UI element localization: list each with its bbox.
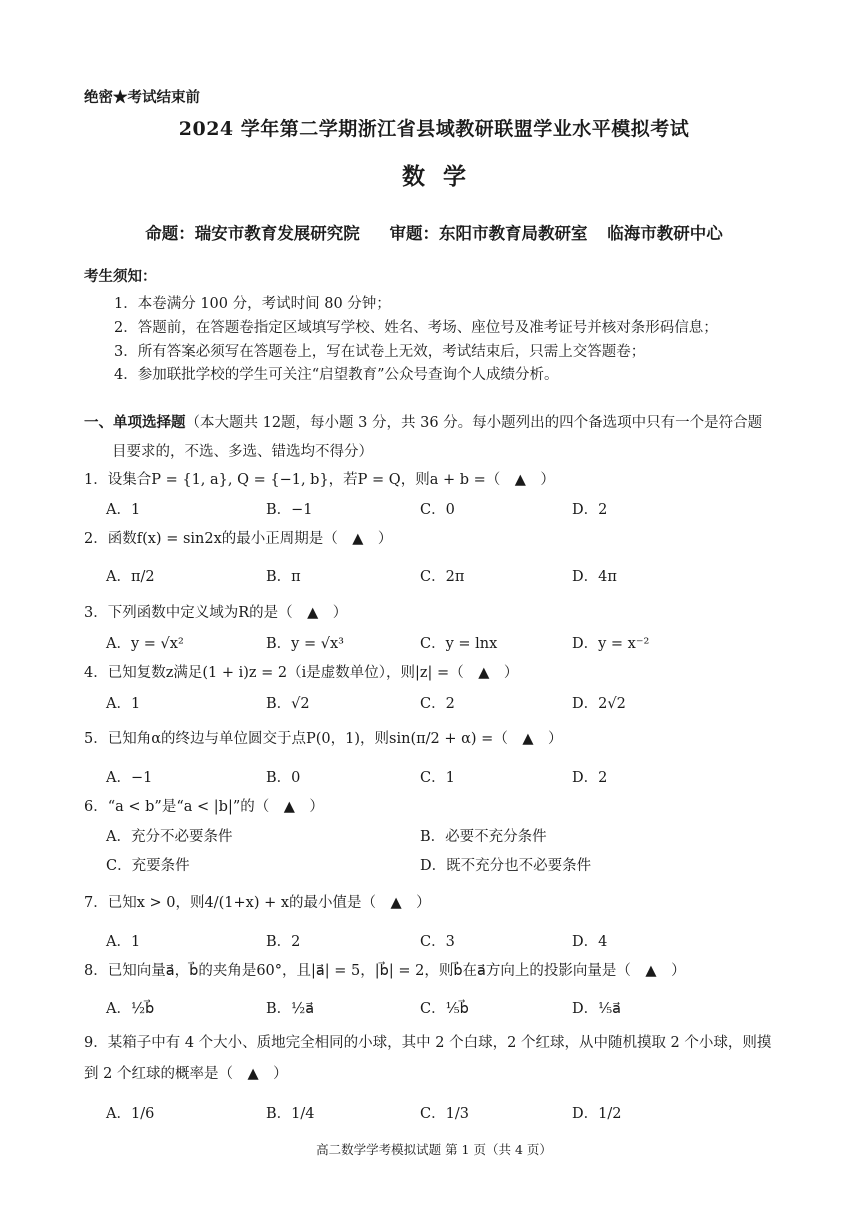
option: B．√2 (266, 696, 310, 712)
option: A．½b⃗ (106, 1001, 155, 1017)
option: B．½a⃗ (266, 1001, 315, 1017)
option: C．2 (420, 696, 455, 712)
option: D．既不充分也不必要条件 (420, 858, 592, 874)
option: C．⅕b⃗ (420, 1001, 469, 1017)
question-stem: 6．“a < b”是“a < |b|”的（ ▲ ） (84, 799, 324, 815)
option: D．2 (572, 502, 608, 518)
option: A．y = √x² (106, 636, 184, 652)
question-stem: 1．设集合P = {1, a}, Q = {−1, b}，若P = Q，则a + b =（ ▲ ） (84, 472, 555, 488)
option: B．−1 (266, 502, 313, 518)
notice-item: 1．本卷满分 100 分，考试时间 80 分钟； (114, 296, 391, 312)
exam-title: 2024 学年第二学期浙江省县域教研联盟学业水平模拟考试 (178, 118, 690, 140)
question-stem: 2．函数f(x) = sin2x的最小正周期是（ ▲ ） (84, 531, 393, 547)
credits-line (0, 220, 868, 244)
option: C．1 (420, 770, 455, 786)
credit-author: 命题：瑞安市教育发展研究院 (145, 224, 360, 243)
option: A．1/6 (106, 1106, 155, 1122)
option: D．4 (572, 934, 608, 950)
section-intro (84, 408, 784, 467)
option: D．2 (572, 770, 608, 786)
credit-reviewer-2: 临海市教研中心 (607, 224, 723, 243)
section-heading: 一、单项选择题 (84, 414, 186, 431)
question-stem: 7．已知x > 0，则4/(1+x) + x的最小值是（ ▲ ） (84, 895, 431, 911)
question-stem: 3．下列函数中定义域为R的是（ ▲ ） (84, 605, 348, 621)
option: D．y = x⁻² (572, 636, 650, 652)
option: A．π/2 (106, 569, 155, 585)
option: D．1/2 (572, 1106, 622, 1122)
option: A．1 (106, 934, 141, 950)
option: C．0 (420, 502, 455, 518)
option: A．1 (106, 502, 141, 518)
notice-item: 4．参加联批学校的学生可关注“启望教育”公众号查询个人成绩分析。 (114, 367, 559, 383)
option: D．4π (572, 569, 617, 585)
option: C．充要条件 (106, 858, 190, 874)
option: A．1 (106, 696, 141, 712)
option: D．2√2 (572, 696, 626, 712)
notice-heading: 考生须知： (84, 268, 157, 285)
option: B．2 (266, 934, 301, 950)
option: C．2π (420, 569, 465, 585)
option: C．3 (420, 934, 455, 950)
notice-item: 3．所有答案必须写在答题卷上，写在试卷上无效，考试结束后，只需上交答题卷； (114, 344, 646, 360)
option: B．0 (266, 770, 301, 786)
option: B．π (266, 569, 301, 585)
notice-item: 2．答题前，在答题卷指定区域填写学校、姓名、考场、座位号及准考证号并核对条形码信息； (114, 320, 718, 336)
option: B．y = √x³ (266, 636, 344, 652)
option: B．1/4 (266, 1106, 315, 1122)
option: C．1/3 (420, 1106, 469, 1122)
question-stem (84, 1028, 789, 1090)
option: A．−1 (106, 770, 153, 786)
subject-title: 数学 (402, 163, 484, 190)
credit-reviewer: 审题：东阳市教育局教研室 (389, 224, 588, 243)
question-stem: 8．已知向量a⃗，b⃗的夹角是60°，且|a⃗| = 5，|b⃗| = 2，则b⃗在a⃗方向上的投影向量是（ ▲ ） (84, 963, 686, 979)
option: D．⅕a⃗ (572, 1001, 622, 1017)
question-stem-line: 到 2 个红球的概率是（ ▲ ） (84, 1066, 288, 1082)
question-stem: 5．已知角α的终边与单位圆交于点P(0，1)，则sin(π/2 + α) =（ ▲ ） (84, 731, 563, 747)
page-footer: 高二数学学考模拟试题 第 1 页（共 4 页） (316, 1142, 552, 1157)
section-desc: （本大题共 12题，每小题 3 分，共 36 分。每小题列出的四个备选项中只有一个是符合题 (185, 415, 763, 431)
question-stem: 4．已知复数z满足(1 + i)z = 2（i是虚数单位），则|z| =（ ▲ ） (84, 665, 519, 681)
option: A．充分不必要条件 (106, 829, 233, 845)
section-desc-cont: 目要求的，不选、多选、错选均不得分） (112, 444, 373, 460)
confidential-label: 绝密★考试结束前 (84, 89, 200, 106)
option: B．必要不充分条件 (420, 829, 547, 845)
option: C．y = lnx (420, 636, 498, 652)
question-stem-line: 9．某箱子中有 4 个大小、质地完全相同的小球，其中 2 个白球，2 个红球，从中随机摸取 2 个小球，则摸 (84, 1035, 772, 1051)
